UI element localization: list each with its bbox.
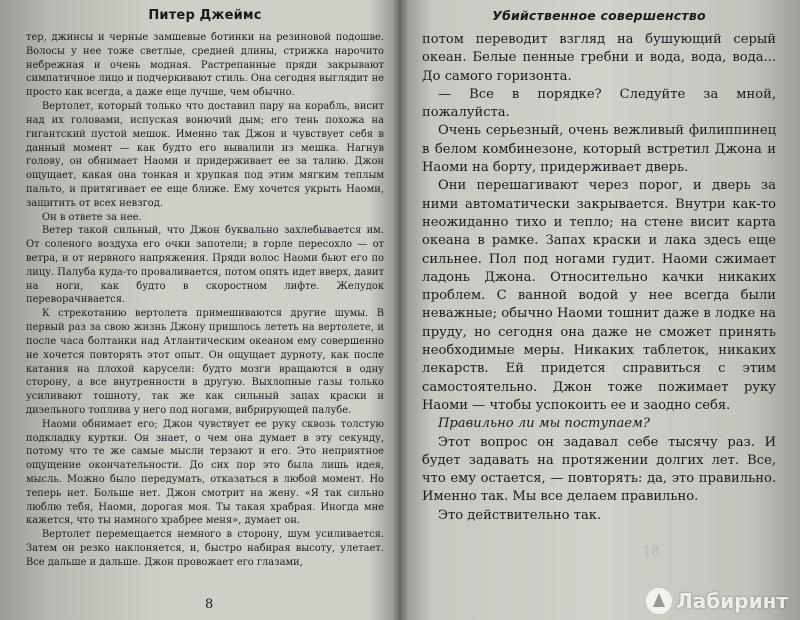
right-italic-question: Правильно ли мы поступаем?: [438, 416, 650, 432]
right-paragraph-1: потом переводит взгляд на бушующий серый океан. Белые пенные гребни и вода, вода, вода... До самого горизонта.: [422, 32, 776, 84]
left-paragraph-5: К стрекотанию вертолета примешиваются другие шумы. В первый раз за свою жизнь Джону пришлось лететь на вертолете, и после часа болтанки над Атлантическим океаном ему совершенно не хочется повторять этот опыт. Он ощущает дурноту, как после катания на плохой карусели: будто мозги вращаются в одну сторону, а все внутренности в другую. Выхлопные газы только усиливают тошноту, так же как сильный запах краски и дизельного топлива у него под ногами, вибрирующей палубе.: [26, 308, 384, 416]
right-paragraph-4: Они перешагивают через порог, и дверь за ними автоматически закрывается. Внутри как-то неожиданно тихо и тепло; на стене висит карта океана в рамке. Запах краски и лака здесь еще сильнее. Пол под ногами гудит. Наоми сжимает ладонь Джона. Относительно качки никаких проблем. С ванной водой у нее всегда были неважные; обычно Наоми тошнит даже в лодке на пруду, но сегодня она даже не сможет принять необходимые меры. Никаких таблеток, никаких лекарств. Ей придется справиться с этим самостоятельно. Джон тоже пожимает руку Наоми — чтобы успокоить ее и заодно себя.: [422, 178, 776, 413]
left-running-head: Питер Джеймс: [148, 8, 262, 23]
left-paragraph-1: тер, джинсы и черные замшевые ботинки на резиновой подошве. Волосы у нее тоже светлые, средней длины, стрижка нарочито небрежная и очень модная. Растрепанные пряди закрывают симпатичное лицо и подчеркивают стиль. Она сегодня выглядит не просто как всегда, а даже еще лучше, чем обычно.: [26, 32, 384, 99]
right-paragraph-7: Это действительно так.: [438, 507, 602, 523]
right-paragraph-2: — Все в порядке? Следуйте за мной, пожалуйста.: [422, 86, 776, 121]
watermark-logo: [646, 588, 788, 614]
bleed-through-page-number: 18: [642, 544, 660, 560]
right-paragraph-6: Этот вопрос он задавал себе тысячу раз. И будет задавать на протяжении долгих лет. Все, что ему остается, — повторять: да, это правильно. Именно так. Мы все делаем правильно.: [422, 434, 776, 505]
right-paragraph-3: Очень серьезный, очень вежливый филиппинец в белом комбинезоне, который встретил Джона и Наоми на борту, придерживает дверь.: [422, 123, 776, 176]
left-paragraph-4: Ветер такой сильный, что Джон буквально захлебывается им. От соленого воздуха его очки запотели; в горле пересохло — от ветра, и от нервного напряжения. Пряди волос Наоми бьют его по лицу. Палуба куда-то проваливается, потом опять идет вверх, давит на ноги, как будто в скоростном лифте. Желудок переворачивается.: [26, 225, 384, 306]
left-paragraph-2: Вертолет, который только что доставил пару на корабль, висит над их головами, испуская вонючий дым; его тень похожа на гигантский пустой мешок. Именно так Джон и чувствует себя в данный момент — как будто его вывалили из мешка. Нагнув голову, он обнимает Наоми и придерживает ее за талию. Джон ощущает, какая она тонкая и хрупкая под этим мягким теплым пальто, и притягивает ее еще ближе. Ему хочется укрыть Наоми, защитить от всех невзгод.: [26, 101, 384, 209]
right-running-head: Убийственное совершенство: [492, 8, 706, 23]
left-paragraph-6: Наоми обнимает его; Джон чувствует ее руку сквозь толстую подкладку куртки. Он знает, о чем она думает в эту секунду, потому что те же самые мысли терзают и его. Это неприятное ощущение окончательности. До сих пор это была лишь идея, мысль. Можно было передумать, отказаться в любой момент. Но теперь нет. Больше нет. Джон смотрит на жену. «Я так сильно люблю тебя, Наоми, дорогая моя. Ты такая храбрая. Иногда мне кажется, что ты намного храбрее меня», думает он.: [26, 418, 384, 527]
watermark-brand: Лабиринт: [676, 589, 788, 613]
left-paragraph-7: Вертолет перемещается немного в сторону, шум усиливается. Затем он резко наклоняется, и, быстро набирая высоту, улетает. Все дальше и дальше. Джон провожает его глазами,: [26, 529, 384, 568]
left-page-number: 8: [205, 597, 214, 612]
right-paragraph-5: [422, 415, 776, 433]
left-paragraph-3: Он в ответе за нее.: [42, 211, 142, 223]
labirint-logo-icon: [646, 588, 672, 614]
right-page: [402, 0, 800, 620]
left-page: [0, 0, 398, 620]
